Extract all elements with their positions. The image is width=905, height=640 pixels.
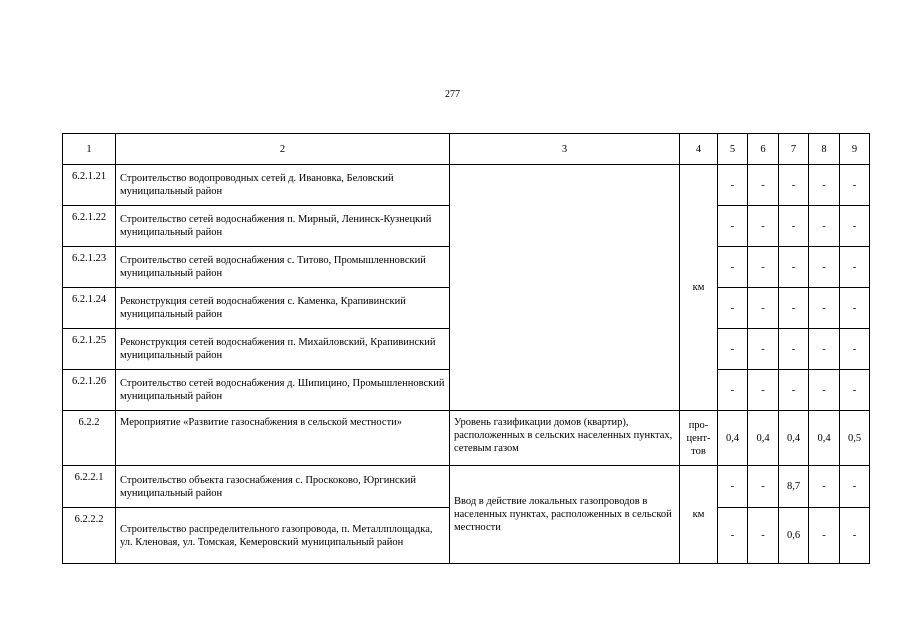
- value-cell: -: [779, 165, 809, 206]
- value-cell: -: [779, 288, 809, 329]
- value-cell: -: [748, 466, 779, 508]
- value-cell: -: [840, 288, 870, 329]
- value-cell: -: [718, 329, 748, 370]
- table-row: [63, 466, 870, 508]
- value-cell: -: [809, 466, 840, 508]
- unit-cell: км: [680, 466, 718, 564]
- value-cell: 0,4: [809, 411, 840, 466]
- row-name: Строительство сетей водоснабжения д. Шипицино, Промышленновский муниципальный район: [116, 370, 450, 411]
- value-cell: -: [840, 466, 870, 508]
- value-cell: -: [718, 288, 748, 329]
- value-cell: -: [748, 370, 779, 411]
- value-cell: -: [809, 247, 840, 288]
- value-cell: -: [718, 206, 748, 247]
- value-cell: -: [840, 165, 870, 206]
- value-cell: -: [779, 370, 809, 411]
- value-cell: 0,4: [718, 411, 748, 466]
- row-name: Строительство сетей водоснабжения с. Титово, Промышленновский муниципальный район: [116, 247, 450, 288]
- row-name: Реконструкция сетей водоснабжения п. Михайловский, Крапивинский муниципальный район: [116, 329, 450, 370]
- header-cell: 9: [840, 134, 870, 165]
- value-cell: -: [748, 247, 779, 288]
- value-cell: 0,6: [779, 508, 809, 564]
- table-row: [63, 165, 870, 206]
- value-cell: -: [809, 206, 840, 247]
- value-cell: 0,4: [748, 411, 779, 466]
- header-cell: 1: [63, 134, 116, 165]
- header-cell: 5: [718, 134, 748, 165]
- header-cell: 4: [680, 134, 718, 165]
- value-cell: -: [748, 206, 779, 247]
- value-cell: -: [809, 288, 840, 329]
- value-cell: 0,4: [779, 411, 809, 466]
- value-cell: -: [718, 370, 748, 411]
- header-row: [63, 134, 870, 165]
- value-cell: -: [809, 329, 840, 370]
- value-cell: -: [779, 247, 809, 288]
- table-row: [63, 411, 870, 466]
- value-cell: -: [718, 508, 748, 564]
- page-number: 277: [445, 89, 460, 100]
- value-cell: -: [718, 165, 748, 206]
- row-name: Строительство объекта газоснабжения с. Проскоково, Юргинский муниципальный район: [116, 466, 450, 508]
- value-cell: -: [840, 508, 870, 564]
- row-number: 6.2.1.23: [63, 247, 116, 288]
- row-name: Мероприятие «Развитие газоснабжения в сельской местности»: [116, 411, 450, 466]
- program-table: [62, 133, 870, 564]
- row-name: Строительство распределительного газопровода, п. Металлплощадка, ул. Кленовая, ул. Томская, Кемеровский муниципальный район: [116, 508, 450, 564]
- value-cell: 8,7: [779, 466, 809, 508]
- row-number: 6.2.2.2: [63, 508, 116, 564]
- value-cell: -: [748, 329, 779, 370]
- header-cell: 2: [116, 134, 450, 165]
- value-cell: -: [779, 329, 809, 370]
- header-cell: 3: [450, 134, 680, 165]
- value-cell: -: [779, 206, 809, 247]
- row-name: Строительство водопроводных сетей д. Ивановка, Беловский муниципальный район: [116, 165, 450, 206]
- row-name: Реконструкция сетей водоснабжения с. Каменка, Крапивинский муниципальный район: [116, 288, 450, 329]
- value-cell: -: [840, 370, 870, 411]
- value-cell: -: [809, 508, 840, 564]
- value-cell: -: [809, 370, 840, 411]
- row-number: 6.2.1.22: [63, 206, 116, 247]
- row-number: 6.2.1.24: [63, 288, 116, 329]
- indicator-cell: Уровень газификации домов (квартир), расположенных в сельских населенных пунктах, сетевым газом: [450, 411, 680, 466]
- value-cell: -: [809, 165, 840, 206]
- value-cell: -: [840, 206, 870, 247]
- header-cell: 8: [809, 134, 840, 165]
- row-number: 6.2.1.21: [63, 165, 116, 206]
- unit-cell: км: [680, 165, 718, 411]
- row-number: 6.2.2: [63, 411, 116, 466]
- row-number: 6.2.1.26: [63, 370, 116, 411]
- indicator-cell: Ввод в действие локальных газопроводов в населенных пунктах, расположенных в сельской местности: [450, 466, 680, 564]
- value-cell: -: [718, 466, 748, 508]
- value-cell: -: [840, 247, 870, 288]
- header-cell: 6: [748, 134, 779, 165]
- value-cell: -: [748, 288, 779, 329]
- unit-cell: про-цент-тов: [680, 411, 718, 466]
- row-name: Строительство сетей водоснабжения п. Мирный, Ленинск-Кузнецкий муниципальный район: [116, 206, 450, 247]
- value-cell: 0,5: [840, 411, 870, 466]
- row-number: 6.2.2.1: [63, 466, 116, 508]
- value-cell: -: [748, 508, 779, 564]
- row-number: 6.2.1.25: [63, 329, 116, 370]
- value-cell: -: [748, 165, 779, 206]
- indicator-cell: [450, 165, 680, 411]
- header-cell: 7: [779, 134, 809, 165]
- value-cell: -: [718, 247, 748, 288]
- value-cell: -: [840, 329, 870, 370]
